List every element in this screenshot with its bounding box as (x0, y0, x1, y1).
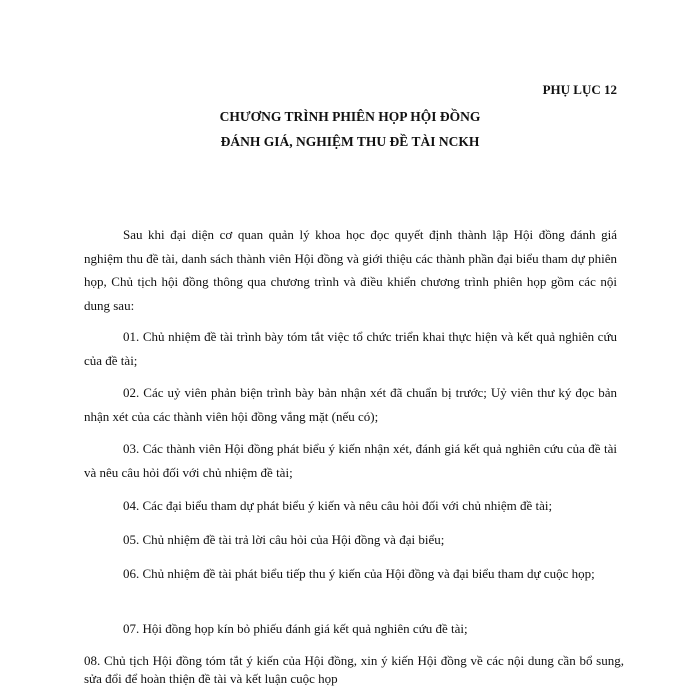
agenda-item-06 (84, 562, 617, 586)
intro-text: Sau khi đại diện cơ quan quản lý khoa học đọc quyết định thành lập Hội đồng đánh giá nghiệm thu đề tài, danh sách thành viên Hội đồng và giới thiệu các thành phần đại biểu tham dự phiên họp, Chủ tịch hội đồng thông qua chương trình và điều khiển chương trình phiên họp gồm các nội dung sau: (84, 227, 617, 313)
document-title-line-1: CHƯƠNG TRÌNH PHIÊN HỌP HỘI ĐỒNG (219, 109, 481, 124)
document-title-line-2: ĐÁNH GIÁ, NGHIỆM THU ĐỀ TÀI NCKH (220, 134, 480, 149)
appendix-label: PHỤ LỤC 12 (542, 82, 617, 97)
agenda-item-01 (84, 325, 617, 372)
agenda-item-text: 06. Chủ nhiệm đề tài phát biểu tiếp thu ý kiến của Hội đồng và đại biểu tham dự cuộc họp; (123, 566, 595, 581)
intro-paragraph (84, 223, 617, 317)
agenda-item-text: 03. Các thành viên Hội đồng phát biểu ý kiến nhận xét, đánh giá kết quả nghiên cứu của đề tài và nêu câu hỏi đối với chủ nhiệm đề tài; (84, 441, 617, 480)
agenda-item-05 (84, 528, 617, 552)
agenda-item-07 (84, 617, 617, 641)
agenda-item-text: 05. Chủ nhiệm đề tài trả lời câu hỏi của Hội đồng và đại biểu; (123, 532, 445, 547)
agenda-item-03 (84, 437, 617, 484)
agenda-item-text: 07. Hội đồng họp kín bỏ phiếu đánh giá kết quả nghiên cứu đề tài; (123, 621, 468, 636)
agenda-item-text: 01. Chủ nhiệm đề tài trình bày tóm tắt việc tổ chức triển khai thực hiện và kết quả nghiên cứu của đề tài; (84, 329, 617, 368)
agenda-item-text: 04. Các đại biểu tham dự phát biểu ý kiến và nêu câu hỏi đối với chủ nhiệm đề tài; (123, 498, 553, 513)
agenda-item-text: 08. Chủ tịch Hội đồng tóm tắt ý kiến của Hội đồng, xin ý kiến Hội đồng về các nội dung cần bổ sung, sửa đổi để hoàn thiện đề tài và kết luận cuộc họp (84, 653, 624, 686)
agenda-item-04 (84, 494, 617, 518)
agenda-item-text: 02. Các uỷ viên phản biện trình bày bản nhận xét đã chuẩn bị trước; Uỷ viên thư ký đọc bản nhận xét của các thành viên hội đồng vắng mặt (nếu có); (84, 385, 617, 424)
agenda-item-08 (84, 652, 624, 688)
agenda-item-02 (84, 381, 617, 428)
